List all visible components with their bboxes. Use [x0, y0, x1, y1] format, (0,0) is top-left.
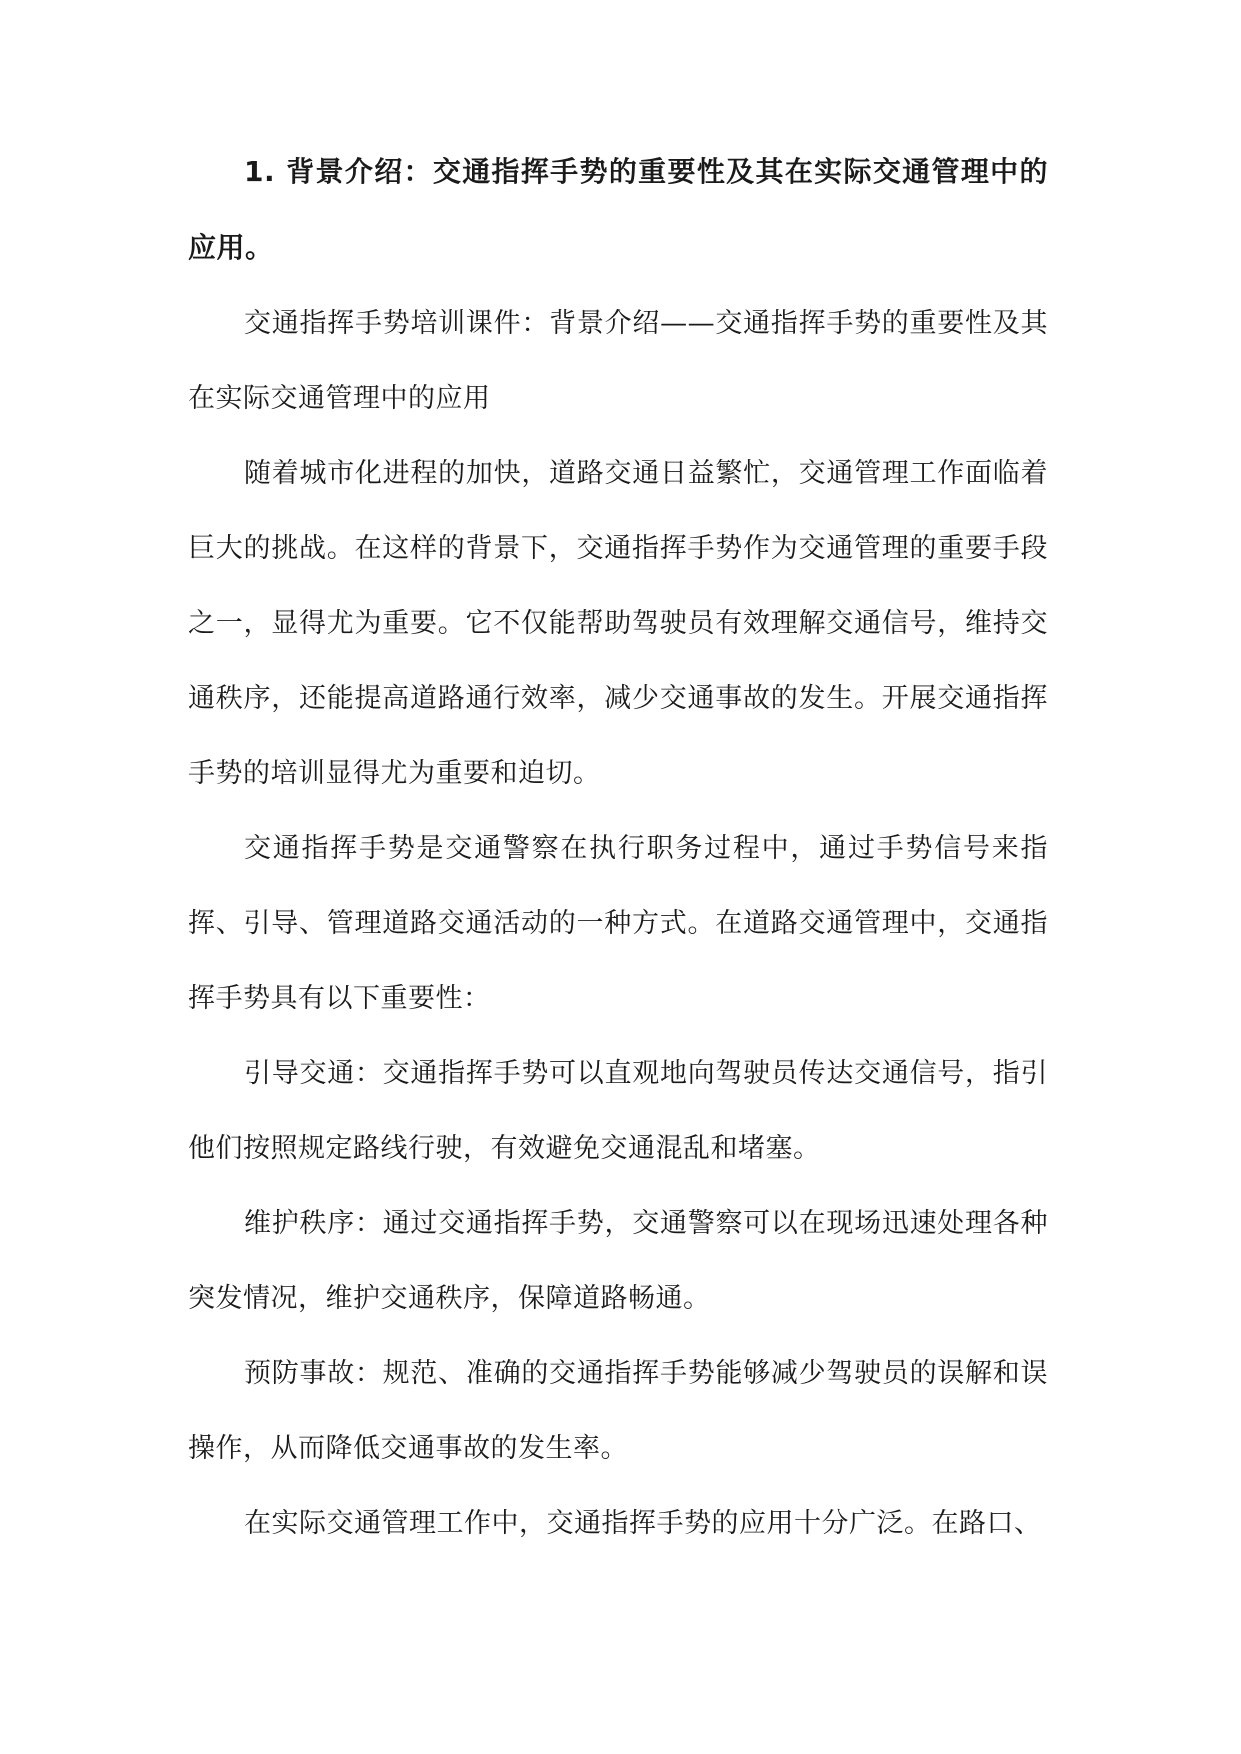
paragraph: 在实际交通管理工作中，交通指挥手势的应用十分广泛。在路口、 — [244, 1508, 1042, 1539]
paragraph: 交通指挥手势是交通警察在执行职务过程中，通过手势信号来指挥、引导、管理道路交通活动的一种方式。在道路交通管理中，交通指挥手势具有以下重要性： — [188, 833, 1048, 1014]
paragraph: 交通指挥手势培训课件：背景介绍——交通指挥手势的重要性及其在实际交通管理中的应用 — [188, 308, 1048, 414]
paragraph: 预防事故：规范、准确的交通指挥手势能够减少驾驶员的误解和误操作，从而降低交通事故的发生率。 — [188, 1358, 1048, 1464]
paragraph: 维护秩序：通过交通指挥手势，交通警察可以在现场迅速处理各种突发情况，维护交通秩序，保障道路畅通。 — [188, 1208, 1048, 1314]
paragraph: 随着城市化进程的加快，道路交通日益繁忙，交通管理工作面临着巨大的挑战。在这样的背景下，交通指挥手势作为交通管理的重要手段之一，显得尤为重要。它不仅能帮助驾驶员有效理解交通信号，维持交通秩序，还能提高道路通行效率，减少交通事故的发生。开展交通指挥手势的培训显得尤为重要和迫切。 — [188, 458, 1048, 789]
document-body — [188, 134, 1048, 1561]
section-heading: 1. 背景介绍：交通指挥手势的重要性及其在实际交通管理中的应用。 — [188, 155, 1048, 264]
paragraph: 引导交通：交通指挥手势可以直观地向驾驶员传达交通信号，指引他们按照规定路线行驶，有效避免交通混乱和堵塞。 — [188, 1058, 1048, 1164]
